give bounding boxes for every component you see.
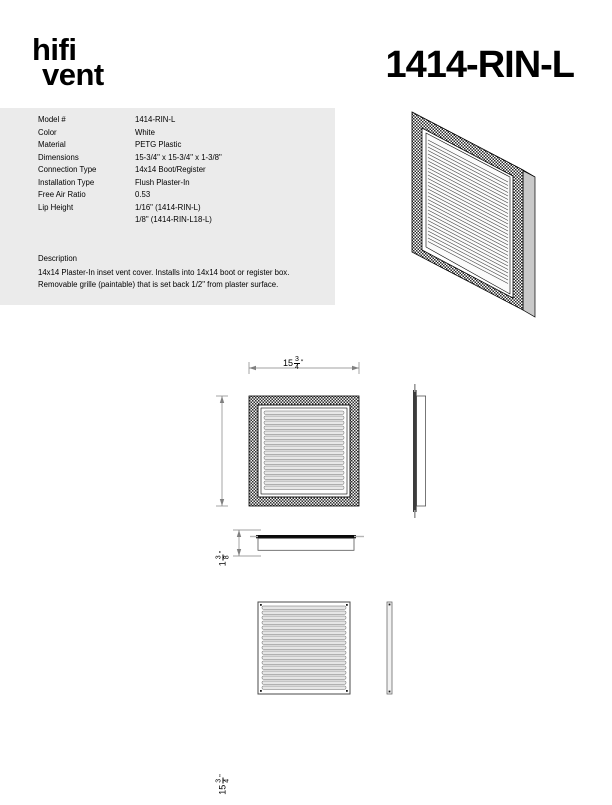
table-row	[38, 177, 222, 190]
dimension-thickness-label	[216, 539, 231, 579]
side-profile-vent-assembly	[413, 384, 426, 518]
spec-value: Flush Plaster-In	[135, 177, 190, 187]
brand-logo-line2: vent	[42, 56, 104, 92]
spec-label: Dimensions	[38, 152, 79, 162]
isometric-vent-drawing	[398, 100, 583, 335]
table-row	[38, 189, 222, 202]
technical-drawings	[0, 340, 612, 795]
spec-label: Model #	[38, 115, 66, 124]
front-view-removable-grille	[258, 602, 350, 694]
orthographic-views	[0, 340, 612, 760]
spec-label: Lip Height	[38, 202, 74, 212]
table-row	[38, 202, 222, 215]
spec-value: PETG Plastic	[135, 140, 182, 149]
page-title: 1414-RIN-L	[385, 44, 574, 86]
front-view-vent-assembly	[249, 396, 359, 506]
spec-value: 1414-RIN-L	[135, 115, 176, 124]
table-row	[38, 214, 222, 227]
side-profile-removable-grille	[387, 602, 392, 694]
spec-label: Color	[38, 127, 57, 137]
dim-height-unit: "	[218, 774, 226, 777]
edge-profile-vent-assembly	[250, 535, 364, 550]
spec-label: Connection Type	[38, 165, 97, 174]
brand-logo	[32, 32, 104, 92]
dim-height-whole: 15	[217, 784, 228, 795]
table-row	[38, 152, 222, 165]
description-heading: Description	[38, 254, 77, 263]
table-row	[38, 139, 222, 152]
spec-value: 1/16" (1414-RIN-L)	[135, 202, 201, 212]
specification-table	[38, 114, 222, 227]
dim-width-fraction: $\frac{3}{4}$	[295, 356, 299, 371]
spec-label: Installation Type	[38, 177, 95, 187]
louver-slats-grille	[262, 606, 346, 689]
table-row	[38, 114, 222, 127]
description-block	[38, 253, 289, 292]
brand-logo-line1: hifi	[32, 32, 77, 67]
spec-value: White	[135, 127, 155, 137]
table-row	[38, 164, 222, 177]
dim-height-fraction: 3 4	[215, 778, 231, 783]
table-row	[38, 127, 222, 140]
isometric-view	[398, 100, 583, 335]
spec-value: 14x14 Boot/Register	[135, 165, 206, 174]
dim-thickness-fraction: 3 8	[215, 555, 231, 560]
dimension-height-label	[216, 765, 231, 805]
specification-panel	[0, 108, 335, 305]
spec-value: 0.53	[135, 190, 151, 199]
description-line-1: 14x14 Plaster-In inset vent cover. Installs into 14x14 boot or register box.	[38, 267, 290, 277]
spec-label: Material	[38, 140, 66, 149]
spec-label: Free Air Ratio	[38, 190, 86, 199]
dim-thickness-whole: 1	[217, 561, 228, 567]
dim-thickness-unit: "	[218, 550, 226, 554]
dim-width-unit: "	[300, 359, 304, 367]
spec-label	[38, 214, 135, 227]
spec-value: 1/8" (1414-RIN-L18-L)	[135, 215, 212, 224]
dim-width-whole: 15	[283, 358, 294, 369]
description-line-2: Removable grille (paintable) that is set back 1/2" from plaster surface.	[38, 280, 279, 289]
dimension-width-label	[283, 356, 303, 371]
spec-value: 15-3/4" x 15-3/4" x 1-3/8"	[135, 152, 222, 162]
